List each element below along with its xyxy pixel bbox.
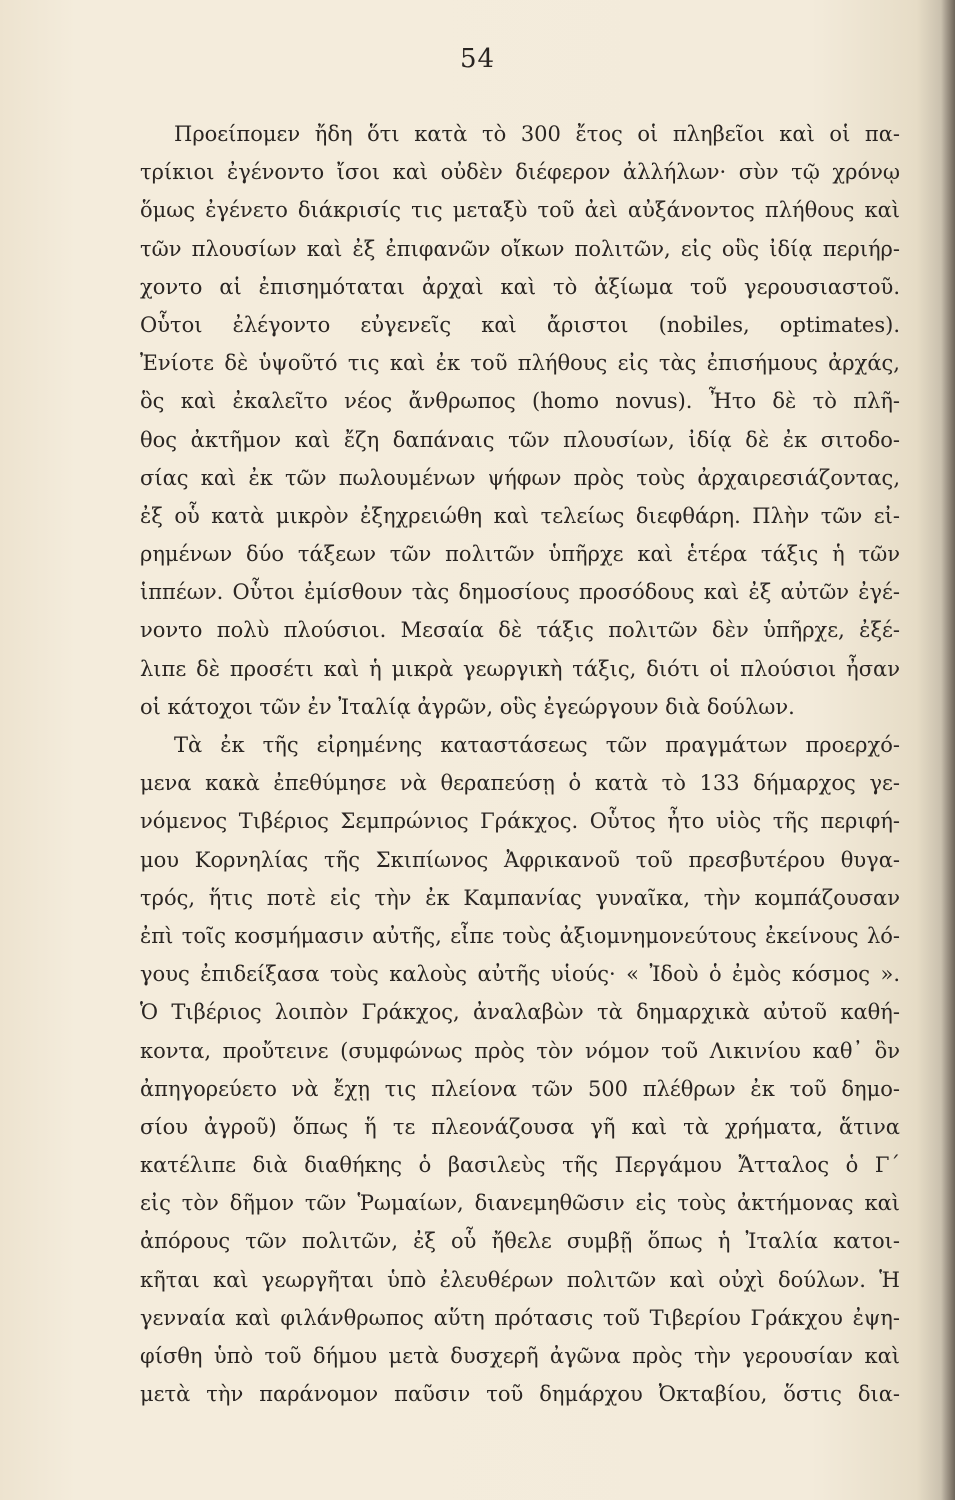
text-line: οἱ κάτοχοι τῶν ἐν Ἰταλίᾳ ἀγρῶν, οὓς ἐγεώργουν διὰ δούλων.	[140, 694, 795, 719]
text-line: σίας καὶ ἐκ τῶν πωλουμένων ψήφων πρὸς τοὺς ἀρχαιρεσιάζοντας,	[140, 465, 900, 490]
text-line: Οὗτοι ἐλέγοντο εὐγενεῖς καὶ ἄριστοι (nobiles, optimates).	[140, 312, 900, 337]
text-line: Ἐνίοτε δὲ ὑψοῦτό τις καὶ ἐκ τοῦ πλήθους εἰς τὰς ἐπισήμους ἀρχάς,	[140, 351, 900, 376]
text-line: κῆται καὶ γεωργῆται ὑπὸ ἐλευθέρων πολιτῶν καὶ οὐχὶ δούλων. Ἡ	[140, 1267, 900, 1292]
text-line: ἀπόρους τῶν πολιτῶν, ἐξ οὗ ἤθελε συμβῇ ὅπως ἡ Ἰταλία κατοι-	[140, 1229, 900, 1254]
page-number: 54	[459, 44, 496, 74]
text-line: ὃς καὶ ἐκαλεῖτο νέος ἄνθρωπος (homo novus). Ἦτο δὲ τὸ πλῆ-	[140, 389, 900, 414]
text-line: μενα κακὰ ἐπεθύμησε νὰ θεραπεύσῃ ὁ κατὰ τὸ 133 δήμαρχος γε-	[140, 771, 900, 796]
text-line: κατέλιπε διὰ διαθήκης ὁ βασιλεὺς τῆς Περγάμου Ἄτταλος ὁ Γ´	[140, 1153, 900, 1178]
text-line: ἐξ οὗ κατὰ μικρὸν ἐξηχρειώθη καὶ τελείως διεφθάρη. Πλὴν τῶν εἰ-	[140, 503, 900, 528]
text-line: γους ἐπιδείξασα τοὺς καλοὺς αὐτῆς υἱούς· « Ἰδοὺ ὁ ἐμὸς κόσμος ».	[140, 962, 900, 987]
body-text	[140, 115, 900, 1413]
page-edge-shadow	[941, 0, 955, 1500]
text-line: Ὁ Τιβέριος λοιπὸν Γράκχος, ἀναλαβὼν τὰ δημαρχικὰ αὐτοῦ καθή-	[140, 1000, 900, 1025]
text-line: λιπε δὲ προσέτι καὶ ἡ μικρὰ γεωργικὴ τάξις, διότι οἱ πλούσιοι ἦσαν	[140, 656, 900, 681]
text-line: νόμενος Τιβέριος Σεμπρώνιος Γράκχος. Οὗτος ἦτο υἱὸς τῆς περιφή-	[140, 809, 900, 834]
text-line: μετὰ τὴν παράνομον παῦσιν τοῦ δημάρχου Ὀκταβίου, ὅστις δια-	[140, 1382, 900, 1407]
text-line: ὅμως ἐγένετο διάκρισίς τις μεταξὺ τοῦ ἀεὶ αὐξάνοντος πλήθους καὶ	[140, 198, 900, 223]
text-line: Προείπομεν ἤδη ὅτι κατὰ τὸ 300 ἔτος οἱ πληβεῖοι καὶ οἱ πα-	[174, 122, 900, 146]
text-line: εἰς τὸν δῆμον τῶν Ῥωμαίων, διανεμηθῶσιν εἰς τοὺς ἀκτήμονας καὶ	[140, 1191, 900, 1216]
text-line: τρός, ἥτις ποτὲ εἰς τὴν ἐκ Καμπανίας γυναῖκα, τὴν κομπάζουσαν	[140, 885, 900, 910]
text-line: ἐπὶ τοῖς κοσμήμασιν αὐτῆς, εἶπε τοὺς ἀξιομνημονεύτους ἐκείνους λό-	[140, 923, 900, 948]
text-line: νοντο πολὺ πλούσιοι. Μεσαία δὲ τάξις πολιτῶν δὲν ὑπῆρχε, ἐξέ-	[140, 618, 900, 643]
text-line: ἱππέων. Οὗτοι ἐμίσθουν τὰς δημοσίους προσόδους καὶ ἐξ αὐτῶν ἐγέ-	[140, 580, 900, 605]
text-line: μου Κορνηλίας τῆς Σκιπίωνος Ἀφρικανοῦ τοῦ πρεσβυτέρου θυγα-	[140, 847, 900, 872]
text-line: σίου ἀγροῦ) ὅπως ἥ τε πλεονάζουσα γῆ καὶ τὰ χρήματα, ἅτινα	[140, 1114, 900, 1139]
text-line: θος ἀκτῆμον καὶ ἔζη δαπάναις τῶν πλουσίων, ἰδίᾳ δὲ ἐκ σιτοδο-	[140, 427, 900, 452]
text-line: φίσθη ὑπὸ τοῦ δήμου μετὰ δυσχερῆ ἀγῶνα πρὸς τὴν γερουσίαν καὶ	[140, 1344, 900, 1368]
text-line: ἀπηγορεύετο νὰ ἔχῃ τις πλείονα τῶν 500 πλέθρων ἐκ τοῦ δημο-	[140, 1076, 900, 1101]
text-line: ρημένων δύο τάξεων τῶν πολιτῶν ὑπῆρχε καὶ ἑτέρα τάξις ἡ τῶν	[140, 542, 900, 567]
text-line: τῶν πλουσίων καὶ ἐξ ἐπιφανῶν οἴκων πολιτῶν, εἰς οὓς ἰδίᾳ περιήρ-	[140, 236, 900, 261]
text-line: Τὰ ἐκ τῆς εἰρημένης καταστάσεως τῶν πραγμάτων προερχό-	[174, 733, 900, 757]
text-line: γενναία καὶ φιλάνθρωπος αὕτη πρότασις τοῦ Τιβερίου Γράκχου ἐψη-	[140, 1305, 900, 1330]
text-line: χοντο αἱ ἐπισημόταται ἀρχαὶ καὶ τὸ ἀξίωμα τοῦ γερουσιαστοῦ.	[140, 274, 900, 299]
text-line: τρίκιοι ἐγένοντο ἴσοι καὶ οὐδὲν διέφερον ἀλλήλων· σὺν τῷ χρόνῳ	[140, 160, 900, 185]
text-line: κοντα, προὔτεινε (συμφώνως πρὸς τὸν νόμον τοῦ Λικινίου καθ᾽ ὃν	[140, 1038, 900, 1063]
